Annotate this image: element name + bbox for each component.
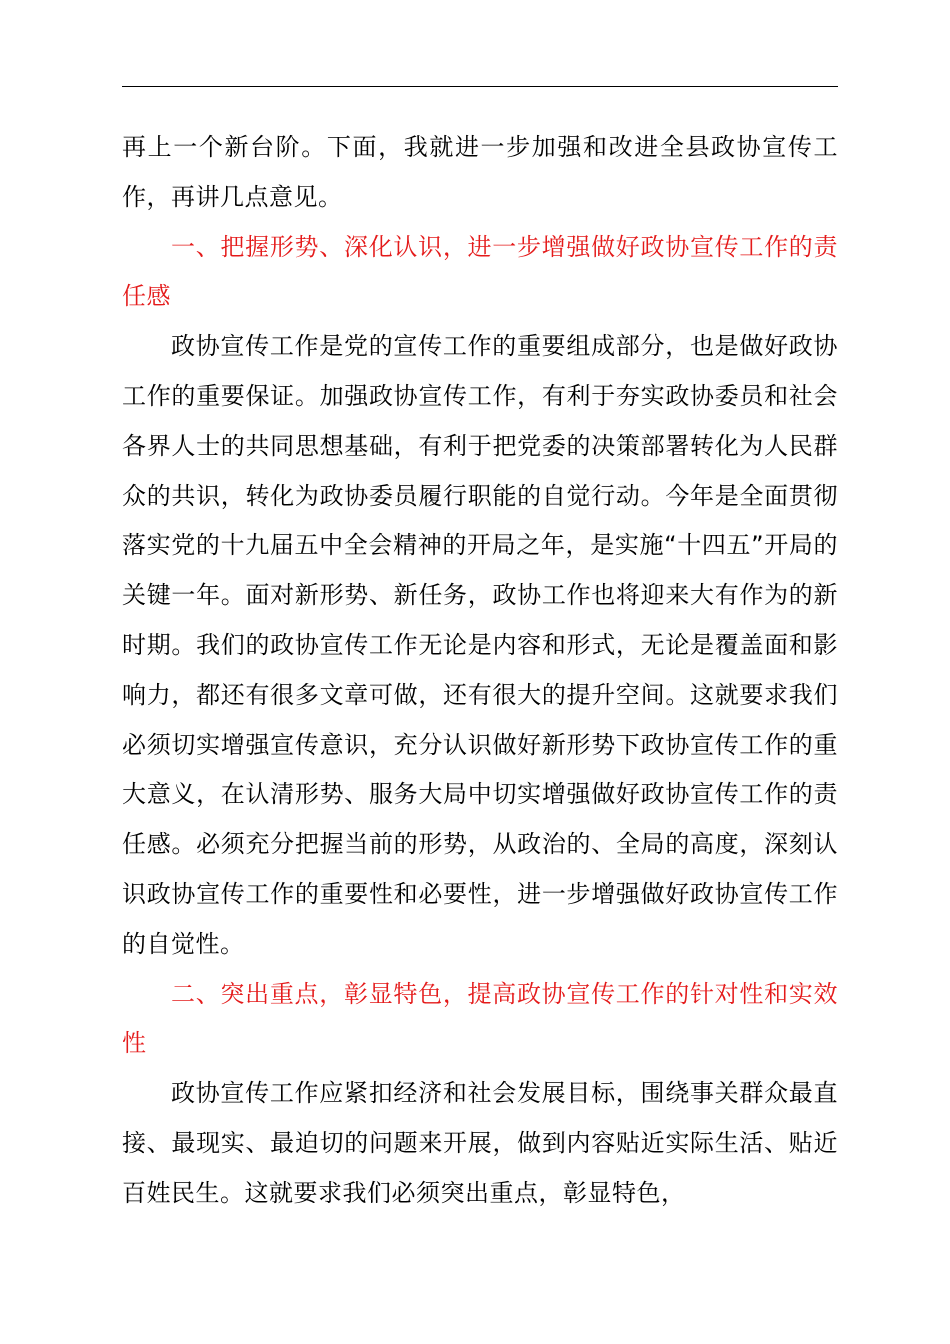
section-heading-1: 一、把握形势、深化认识，进一步增强做好政协宣传工作的责任感	[122, 232, 838, 311]
paragraph-section-2: 政协宣传工作应紧扣经济和社会发展目标，围绕事关群众最直接、最现实、最迫切的问题来开展，做到内容贴近实际生活、贴近百姓民生。这就要求我们必须突出重点，彰显特色，	[122, 1079, 838, 1207]
section-heading-2: 二、突出重点，彰显特色，提高政协宣传工作的针对性和实效性	[122, 979, 838, 1058]
paragraph-continuation: 再上一个新台阶。下面，我就进一步加强和改进全县政协宣传工作，再讲几点意见。	[122, 133, 838, 211]
header-rule	[122, 86, 838, 87]
document-body	[122, 123, 838, 1219]
paragraph-section-1: 政协宣传工作是党的宣传工作的重要组成部分，也是做好政协工作的重要保证。加强政协宣传工作，有利于夯实政协委员和社会各界人士的共同思想基础，有利于把党委的决策部署转化为人民群众的共识，转化为政协委员履行职能的自觉行动。今年是全面贯彻落实党的十九届五中全会精神的开局之年，是实施“十四五”开局的关键一年。面对新形势、新任务，政协工作也将迎来大有作为的新时期。我们的政协宣传工作无论是内容和形式，无论是覆盖面和影响力，都还有很多文章可做，还有很大的提升空间。这就要求我们必须切实增强宣传意识，充分认识做好新形势下政协宣传工作的重大意义，在认清形势、服务大局中切实增强做好政协宣传工作的责任感。必须充分把握当前的形势，从政治的、全局的高度，深刻认识政协宣传工作的重要性和必要性，进一步增强做好政协宣传工作的自觉性。	[122, 332, 838, 958]
